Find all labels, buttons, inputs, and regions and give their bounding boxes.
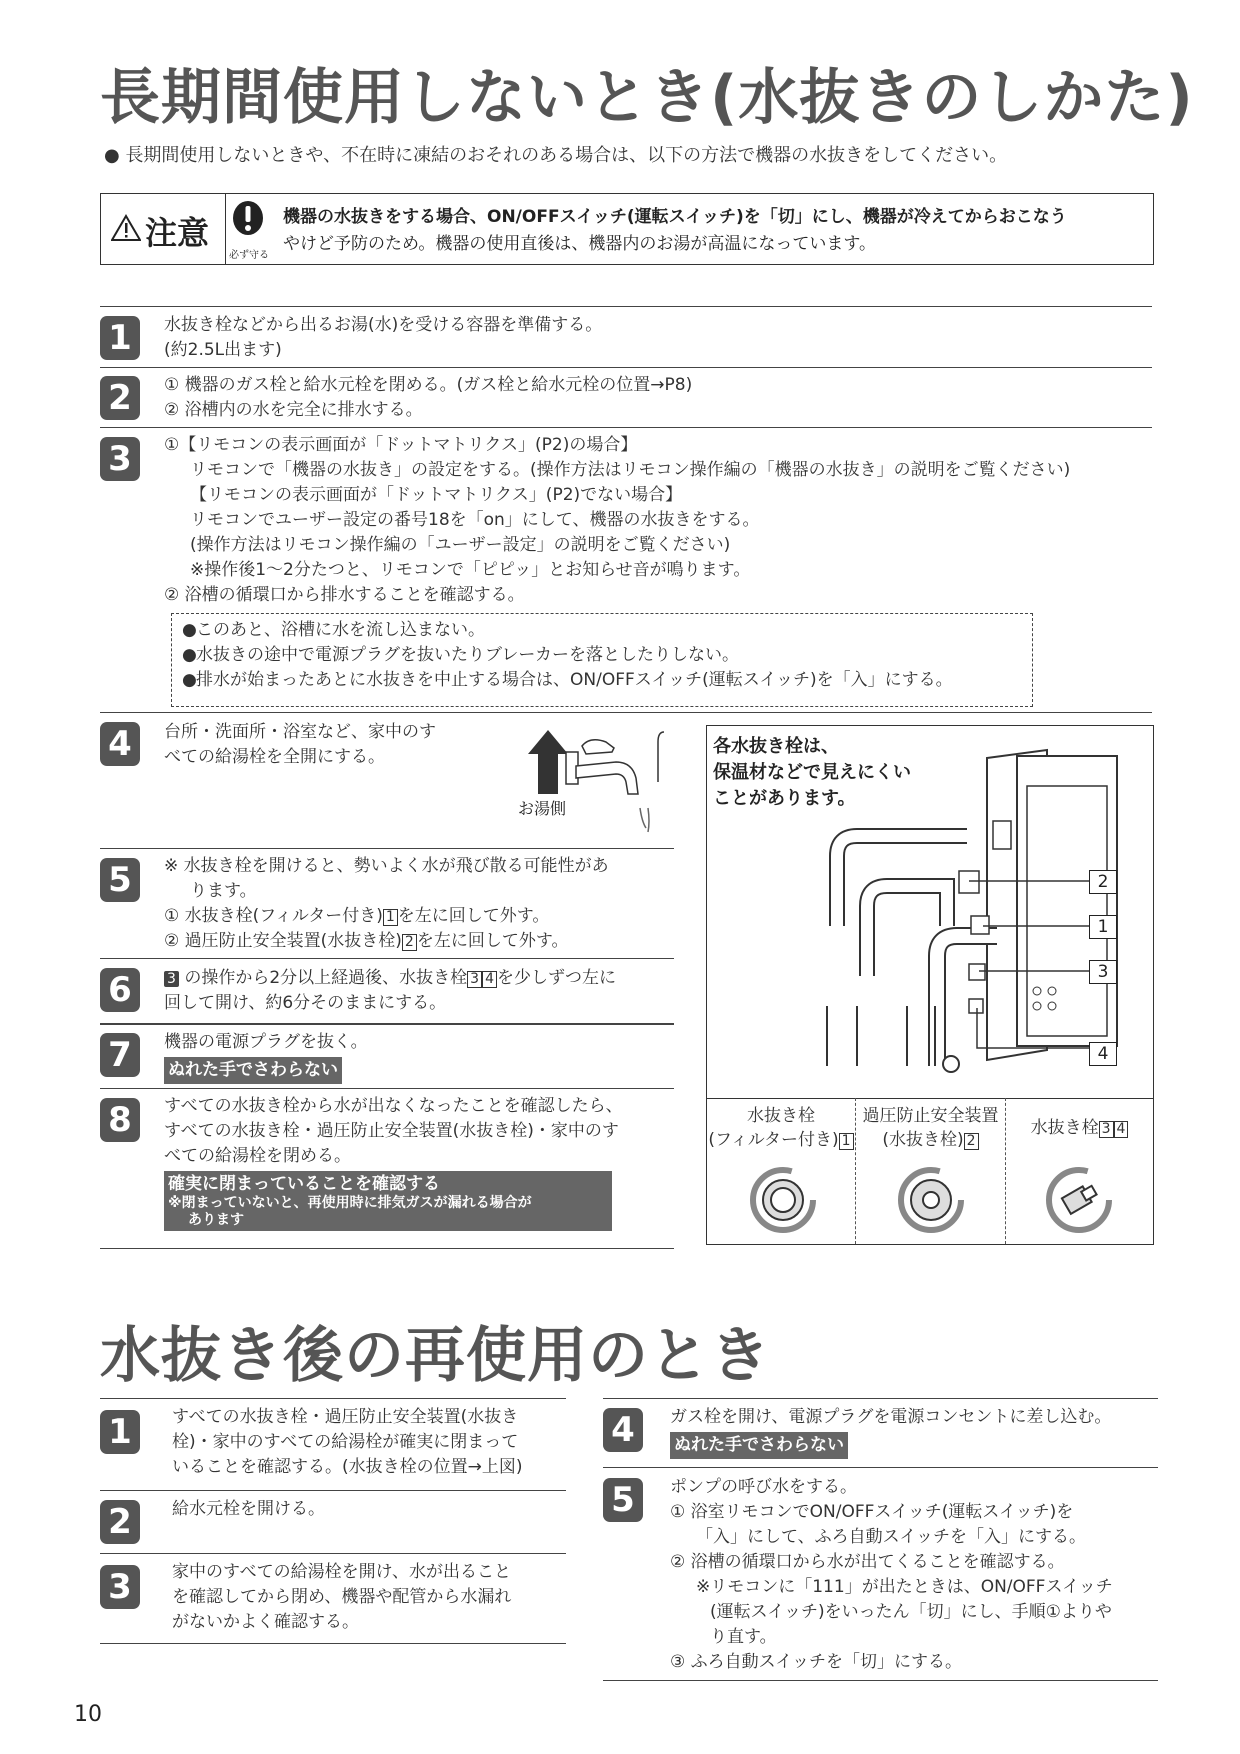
step-6-line: 回して開け、約6分そのままにする。 bbox=[164, 993, 447, 1013]
warning-note: あります bbox=[188, 1212, 244, 1228]
caution-heading: 機器の水抜きをする場合、ON/OFFスイッチ(運転スイッチ)を「切」にし、機器が冷えてからおこなう bbox=[283, 207, 1067, 227]
valve-2-rotate-icon bbox=[895, 1164, 967, 1236]
step-4-line: 台所・洗面所・浴室など、家中のす bbox=[164, 722, 436, 742]
step-3-line: リモコンで「機器の水抜き」の設定をする。(操作方法はリモコン操作編の「機器の水抜き」の説明をご覧ください) bbox=[190, 460, 1071, 480]
drain-number-4: 4 bbox=[482, 971, 497, 988]
note-item: ● 排水が始まったあとに水抜きを中止する場合は、ON/OFFスイッチ(運転スイッチ)を「入」にする。 bbox=[182, 670, 953, 690]
step-1-badge: 1 bbox=[100, 316, 140, 360]
step-5-text bbox=[164, 854, 674, 954]
warning-highlight: 確実に閉まっていることを確認する bbox=[168, 1174, 440, 1194]
caution-text: やけど予防のため。機器の使用直後は、機器内のお湯が高温になっています。 bbox=[283, 234, 876, 254]
step-4-text bbox=[164, 720, 436, 770]
step-7-text bbox=[164, 1030, 368, 1084]
reuse-step-3-badge: 3 bbox=[100, 1565, 140, 1609]
warning-note: ※閉まっていないと、再使用時に排気ガスが漏れる場合が bbox=[168, 1195, 532, 1211]
faucet-illustration bbox=[520, 718, 670, 842]
reuse-step-3-text: 家中のすべての給湯栓を開け、水が出ること を確認してから閉め、機器や配管から水漏れ がないかよく確認する。 bbox=[172, 1562, 512, 1632]
drain-number-2: 2 bbox=[402, 934, 417, 951]
reuse-step-2-text: 給水元栓を開ける。 bbox=[172, 1499, 325, 1519]
step-3-line: ※操作後1〜2分たつと、リモコンで「ピピッ」とお知らせ音が鳴ります。 bbox=[190, 560, 751, 580]
step-5-badge: 5 bbox=[100, 858, 140, 902]
reuse-step-5-text: ポンプの呼び水をする。 ① 浴室リモコンでON/OFFスイッチ(運転スイッチ)を 「入」にして、ふろ自動スイッチを「入」にする。 ② 浴槽の循環口から水が出てくることを確認する。 ※リモコンに「111」が出たときは、ON/OFFスイッチ (運転スイッチ)をいったん「切」にし、手順①よりや り直す。 ③ ふろ自動スイッチを「切」にする。 bbox=[670, 1477, 1113, 1672]
caution-label: 注意 bbox=[145, 214, 210, 252]
reuse-step-1-badge: 1 bbox=[100, 1410, 140, 1454]
intro-body: 長期間使用しないときや、不在時に凍結のおそれのある場合は、以下の方法で機器の水抜きをしてください。 bbox=[125, 145, 1008, 166]
section-title-reuse: 水抜き後の再使用のとき bbox=[100, 1321, 771, 1391]
step-6-badge: 6 bbox=[100, 968, 140, 1012]
step-2-line: ② 浴槽内の水を完全に排水する。 bbox=[164, 400, 423, 420]
step-8-highlight bbox=[164, 1171, 612, 1231]
step-5-line: ① 水抜き栓(フィルター付き) 1 を左に回して外す。 bbox=[164, 906, 550, 926]
illustration-label: 4 bbox=[1089, 1042, 1117, 1066]
step-2-badge: 2 bbox=[100, 376, 140, 420]
warning-highlight: ぬれた手でさわらない bbox=[670, 1432, 848, 1459]
reuse-step-4-badge: 4 bbox=[603, 1408, 643, 1452]
reuse-step-2-badge: 2 bbox=[100, 1500, 140, 1544]
valve-2-caption: 過圧防止安全装置 (水抜き栓) 2 bbox=[862, 1106, 999, 1150]
step-3-notes bbox=[171, 613, 1033, 707]
water-heater-illustration bbox=[707, 726, 1153, 1096]
exclamation-icon bbox=[231, 200, 265, 240]
illustration-label: 3 bbox=[1089, 960, 1117, 984]
note-item: ● 水抜きの途中で電源プラグを抜いたりブレーカーを落としたりしない。 bbox=[182, 645, 739, 665]
drain-number-1: 1 bbox=[383, 909, 398, 926]
page-number: 10 bbox=[74, 1702, 102, 1727]
valve-3-rotate-icon bbox=[1043, 1164, 1115, 1236]
step-4-badge: 4 bbox=[100, 722, 140, 766]
caution-box bbox=[100, 193, 1154, 265]
step-8-line: すべての水抜き栓から水が出なくなったことを確認したら、 bbox=[164, 1096, 623, 1116]
step-3-badge: 3 bbox=[100, 437, 140, 481]
step-1-line: (約2.5L出ます) bbox=[164, 340, 282, 360]
faucet-label: お湯側 bbox=[516, 796, 568, 819]
step-8-badge: 8 bbox=[100, 1098, 140, 1142]
step-3-line: リモコンでユーザー設定の番号18を「on」にして、機器の水抜きをする。 bbox=[190, 510, 760, 530]
reuse-step-1-text: すべての水抜き栓・過圧防止安全装置(水抜き 栓)・家中のすべての給湯栓が確実に閉まって いることを確認する。(水抜き栓の位置→上図) bbox=[172, 1407, 523, 1477]
step-3-line: (操作方法はリモコン操作編の「ユーザー設定」の説明をご覧ください) bbox=[190, 535, 731, 555]
step-1-line: 水抜き栓などから出るお湯(水)を受ける容器を準備する。 bbox=[164, 315, 603, 335]
step-1-text bbox=[164, 313, 602, 363]
step-3-text bbox=[164, 433, 1144, 608]
note-item: ● このあと、浴槽に水を流し込まない。 bbox=[182, 620, 485, 640]
caution-label-cell bbox=[101, 194, 226, 264]
illustration-label: 2 bbox=[1089, 870, 1117, 894]
valve-3-caption: 水抜き栓 3 4 bbox=[1006, 1116, 1153, 1140]
reuse-step-4-text: ガス栓を開け、電源プラグを電源コンセントに差し込む。 ぬれた手でさわらない bbox=[670, 1405, 1111, 1459]
illustration-caption: 各水抜き栓は、 保温材などで見えにくい ことがあります。 bbox=[713, 736, 911, 809]
step-8-text bbox=[164, 1094, 674, 1169]
warning-triangle-icon bbox=[111, 214, 141, 242]
valve-1-caption: 水抜き栓 (フィルター付き) 1 bbox=[707, 1104, 855, 1152]
step-7-badge: 7 bbox=[100, 1033, 140, 1077]
step-6-text bbox=[164, 966, 674, 1016]
step-ref-badge: 3 bbox=[164, 971, 179, 987]
warning-highlight: ぬれた手でさわらない bbox=[164, 1057, 342, 1084]
valve-1-rotate-icon bbox=[747, 1164, 819, 1236]
step-3-line: ①【リモコンの表示画面が「ドットマトリクス」(P2)の場合】 bbox=[164, 435, 638, 455]
illustration-label: 1 bbox=[1089, 915, 1117, 939]
step-5-line: ※ 水抜き栓を開けると、勢いよく水が飛び散る可能性があ bbox=[164, 856, 609, 876]
intro-text: ● 長期間使用しないときや、不在時に凍結のおそれのある場合は、以下の方法で機器の水抜きをしてください。 bbox=[104, 145, 1008, 166]
step-7-line: 機器の電源プラグを抜く。 bbox=[164, 1032, 368, 1052]
reuse-step-5-badge: 5 bbox=[603, 1478, 643, 1522]
step-3-line: 【リモコンの表示画面が「ドットマトリクス」(P2)でない場合】 bbox=[190, 485, 683, 505]
must-label: 必ず守る bbox=[229, 250, 269, 261]
step-2-line: ① 機器のガス栓と給水元栓を閉める。(ガス栓と給水元栓の位置→P8) bbox=[164, 375, 693, 395]
step-2-text bbox=[164, 373, 692, 423]
step-4-line: べての給湯栓を全開にする。 bbox=[164, 747, 385, 767]
step-5-line: ② 過圧防止安全装置(水抜き栓) 2 を左に回して外す。 bbox=[164, 931, 569, 951]
step-6-line: 3 の操作から2分以上経過後、水抜き栓 3 4 を少しずつ左に bbox=[164, 966, 674, 991]
page-title: 長期間使用しないとき(水抜きのしかた) bbox=[100, 63, 1194, 133]
step-8-line: べての給湯栓を閉める。 bbox=[164, 1146, 351, 1166]
drain-number-3: 3 bbox=[467, 971, 482, 988]
step-8-line: すべての水抜き栓・過圧防止安全装置(水抜き栓)・家中のす bbox=[164, 1121, 619, 1141]
drain-illustration-panel bbox=[706, 725, 1154, 1245]
step-3-line: ② 浴槽の循環口から排水することを確認する。 bbox=[164, 585, 525, 605]
step-5-line: ります。 bbox=[190, 881, 257, 901]
